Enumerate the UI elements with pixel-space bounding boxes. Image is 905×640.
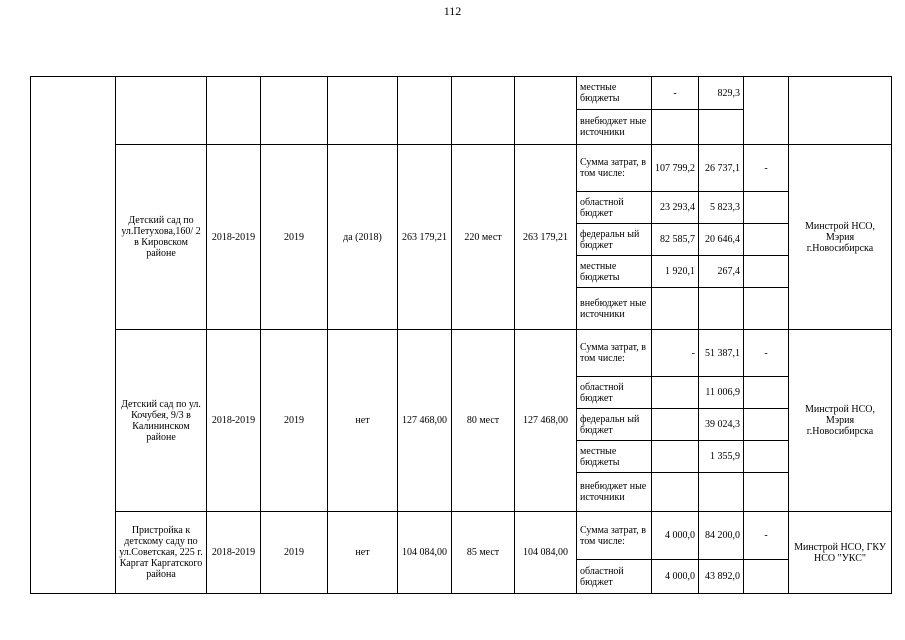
continuation-cost-cell	[398, 77, 452, 145]
funding-value-1-cell: 1 920,1	[652, 256, 699, 288]
funding-value-1-cell: -	[652, 330, 699, 377]
project-name-cell: Детский сад по ул.Петухова,160/ 2 в Кировском районе	[116, 145, 207, 330]
funding-value-2-cell: 26 737,1	[699, 145, 744, 192]
project-completion-cell: 2019	[261, 145, 328, 330]
funding-marker-cell: -	[744, 512, 789, 560]
project-capacity-cell: 220 мест	[452, 145, 515, 330]
project-period-cell: 2018-2019	[207, 512, 261, 594]
funding-value-2-cell: 1 355,9	[699, 441, 744, 473]
project-design-cell: да (2018)	[328, 145, 398, 330]
funding-source-cell: Сумма затрат, в том числе:	[577, 512, 652, 560]
funding-value-2-cell	[699, 110, 744, 145]
project-period-cell: 2018-2019	[207, 145, 261, 330]
funding-value-2-cell	[699, 288, 744, 330]
continuation-completion-cell	[261, 77, 328, 145]
funding-value-2-cell: 43 892,0	[699, 560, 744, 594]
funding-value-1-cell	[652, 409, 699, 441]
funding-source-cell: областной бюджет	[577, 377, 652, 409]
project-completion-cell: 2019	[261, 512, 328, 594]
page-number: 112	[443, 4, 462, 18]
funding-source-cell: Сумма затрат, в том числе:	[577, 330, 652, 377]
funding-marker-cell	[744, 441, 789, 473]
project-design-cell: нет	[328, 330, 398, 512]
continuation-remaining-cell	[515, 77, 577, 145]
funding-value-2-cell: 5 823,3	[699, 192, 744, 224]
funding-marker-cell	[744, 256, 789, 288]
funding-value-1-cell: 107 799,2	[652, 145, 699, 192]
continuation-capacity-cell	[452, 77, 515, 145]
project-remaining-cell: 127 468,00	[515, 330, 577, 512]
funding-source-cell: Сумма затрат, в том числе:	[577, 145, 652, 192]
funding-value-2-cell	[699, 473, 744, 512]
funding-source-cell: областной бюджет	[577, 192, 652, 224]
project-completion-cell: 2019	[261, 330, 328, 512]
funding-marker-cell	[744, 560, 789, 594]
funding-marker-cell	[744, 409, 789, 441]
project-remaining-cell: 263 179,21	[515, 145, 577, 330]
funding-value-1-cell: 4 000,0	[652, 512, 699, 560]
funding-value-2-cell: 39 024,3	[699, 409, 744, 441]
funding-value-1-cell	[652, 288, 699, 330]
funding-value-1-cell: -	[652, 77, 699, 110]
funding-source-cell: внебюджет ные источники	[577, 288, 652, 330]
funding-marker-cell: -	[744, 145, 789, 192]
funding-value-1-cell	[652, 441, 699, 473]
funding-value-1-cell	[652, 473, 699, 512]
funding-value-2-cell: 829,3	[699, 77, 744, 110]
project-name-cell: Пристройка к детскому саду по ул.Советская, 225 г. Каргат Каргатского района	[116, 512, 207, 594]
project-cost-cell: 127 468,00	[398, 330, 452, 512]
continuation-executor-cell	[789, 77, 892, 145]
project-period-cell: 2018-2019	[207, 330, 261, 512]
funding-marker-cell	[744, 224, 789, 256]
funding-source-cell: внебюджет ные источники	[577, 110, 652, 145]
project-capacity-cell: 80 мест	[452, 330, 515, 512]
project-name-cell: Детский сад по ул. Кочубея, 9/3 в Калининском районе	[116, 330, 207, 512]
project-executor-cell: Минстрой НСО, ГКУ НСО "УКС"	[789, 512, 892, 594]
funding-marker-cell	[744, 192, 789, 224]
margin-column	[31, 77, 116, 594]
funding-value-2-cell: 51 387,1	[699, 330, 744, 377]
continuation-design-cell	[328, 77, 398, 145]
project-cost-cell: 263 179,21	[398, 145, 452, 330]
continuation-period-cell	[207, 77, 261, 145]
funding-source-cell: местные бюджеты	[577, 441, 652, 473]
project-cost-cell: 104 084,00	[398, 512, 452, 594]
funding-marker-cell	[744, 377, 789, 409]
funding-source-cell: внебюджет ные источники	[577, 473, 652, 512]
funding-source-cell: местные бюджеты	[577, 256, 652, 288]
funding-marker-cell	[744, 288, 789, 330]
funding-value-2-cell: 267,4	[699, 256, 744, 288]
funding-source-cell: федеральн ый бюджет	[577, 409, 652, 441]
project-executor-cell: Минстрой НСО, Мэрия г.Новосибирска	[789, 145, 892, 330]
project-capacity-cell: 85 мест	[452, 512, 515, 594]
continuation-name-cell	[116, 77, 207, 145]
funding-value-1-cell: 23 293,4	[652, 192, 699, 224]
funding-value-2-cell: 20 646,4	[699, 224, 744, 256]
funding-marker-cell	[744, 473, 789, 512]
project-design-cell: нет	[328, 512, 398, 594]
funding-value-1-cell: 4 000,0	[652, 560, 699, 594]
funding-value-1-cell	[652, 110, 699, 145]
funding-marker-cell: -	[744, 330, 789, 377]
funding-value-1-cell	[652, 377, 699, 409]
funding-source-cell: местные бюджеты	[577, 77, 652, 110]
funding-source-cell: областной бюджет	[577, 560, 652, 594]
funding-value-1-cell: 82 585,7	[652, 224, 699, 256]
project-executor-cell: Минстрой НСО, Мэрия г.Новосибирска	[789, 330, 892, 512]
funding-value-2-cell: 84 200,0	[699, 512, 744, 560]
continuation-marker-cell	[744, 77, 789, 145]
program-table	[30, 76, 892, 594]
project-remaining-cell: 104 084,00	[515, 512, 577, 594]
funding-source-cell: федеральн ый бюджет	[577, 224, 652, 256]
funding-value-2-cell: 11 006,9	[699, 377, 744, 409]
